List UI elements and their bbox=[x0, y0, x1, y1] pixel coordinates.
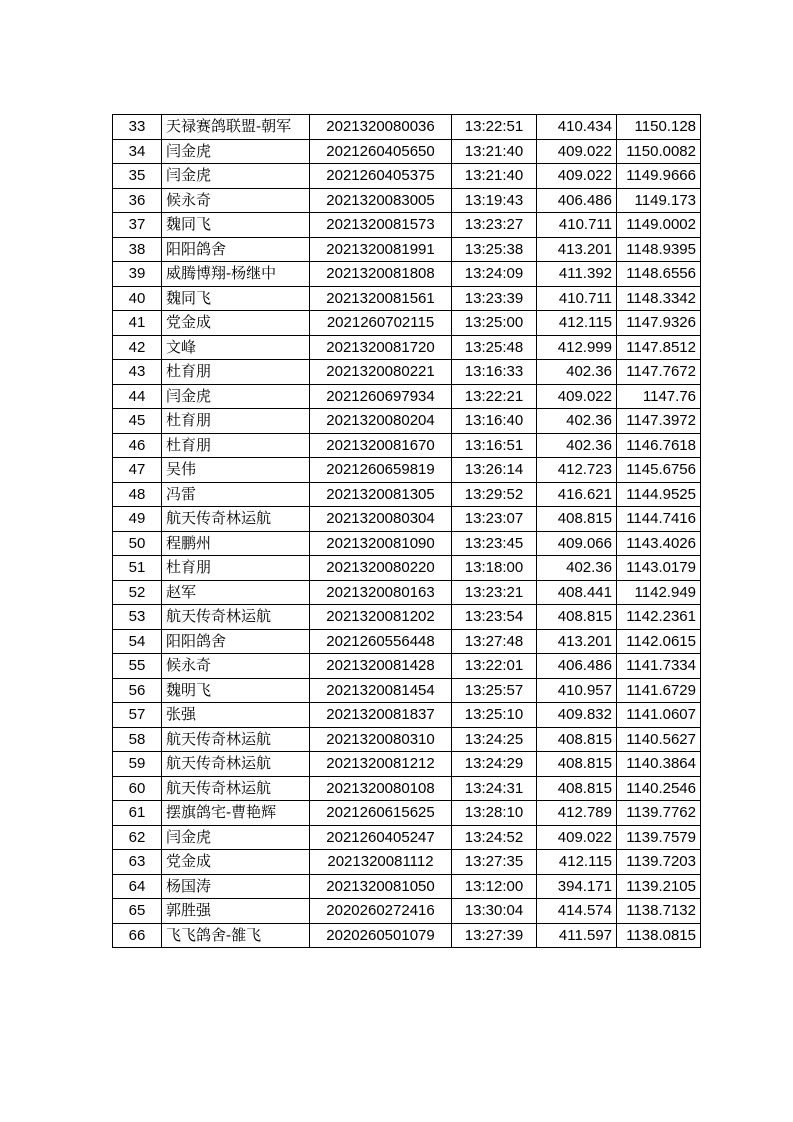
speed-cell: 1140.3864 bbox=[617, 752, 701, 777]
distance-cell: 408.815 bbox=[537, 752, 617, 777]
rank-cell: 35 bbox=[113, 164, 162, 189]
table-row bbox=[113, 580, 701, 605]
arrival-time-cell: 13:22:51 bbox=[452, 115, 537, 140]
speed-cell: 1144.9525 bbox=[617, 482, 701, 507]
rank-cell: 50 bbox=[113, 531, 162, 556]
speed-cell: 1147.8512 bbox=[617, 335, 701, 360]
distance-cell: 414.574 bbox=[537, 899, 617, 924]
distance-cell: 410.711 bbox=[537, 286, 617, 311]
table-row bbox=[113, 556, 701, 581]
distance-cell: 411.597 bbox=[537, 923, 617, 948]
owner-name-cell: 航天传奇林运航 bbox=[162, 605, 310, 630]
distance-cell: 406.486 bbox=[537, 654, 617, 679]
rank-cell: 65 bbox=[113, 899, 162, 924]
speed-cell: 1149.0002 bbox=[617, 213, 701, 238]
rank-cell: 44 bbox=[113, 384, 162, 409]
ring-number-cell: 2021320081991 bbox=[310, 237, 452, 262]
rank-cell: 62 bbox=[113, 825, 162, 850]
distance-cell: 402.36 bbox=[537, 556, 617, 581]
distance-cell: 408.815 bbox=[537, 776, 617, 801]
distance-cell: 409.066 bbox=[537, 531, 617, 556]
arrival-time-cell: 13:25:10 bbox=[452, 703, 537, 728]
owner-name-cell: 飞飞鸽舍-雒飞 bbox=[162, 923, 310, 948]
arrival-time-cell: 13:26:14 bbox=[452, 458, 537, 483]
table-row bbox=[113, 801, 701, 826]
table-row bbox=[113, 188, 701, 213]
ring-number-cell: 2021260405247 bbox=[310, 825, 452, 850]
table-row bbox=[113, 115, 701, 140]
table-row bbox=[113, 678, 701, 703]
owner-name-cell: 闫金虎 bbox=[162, 825, 310, 850]
arrival-time-cell: 13:24:52 bbox=[452, 825, 537, 850]
rank-cell: 55 bbox=[113, 654, 162, 679]
table-row bbox=[113, 899, 701, 924]
distance-cell: 402.36 bbox=[537, 433, 617, 458]
ring-number-cell: 2021320081112 bbox=[310, 850, 452, 875]
ring-number-cell: 2021320080108 bbox=[310, 776, 452, 801]
rank-cell: 42 bbox=[113, 335, 162, 360]
table-row bbox=[113, 752, 701, 777]
owner-name-cell: 杜育朋 bbox=[162, 433, 310, 458]
table-row bbox=[113, 458, 701, 483]
arrival-time-cell: 13:24:25 bbox=[452, 727, 537, 752]
arrival-time-cell: 13:16:33 bbox=[452, 360, 537, 385]
table-row bbox=[113, 531, 701, 556]
speed-cell: 1147.3972 bbox=[617, 409, 701, 434]
table-row bbox=[113, 213, 701, 238]
rank-cell: 52 bbox=[113, 580, 162, 605]
ring-number-cell: 2021320080310 bbox=[310, 727, 452, 752]
rank-cell: 57 bbox=[113, 703, 162, 728]
ring-number-cell: 2021320081720 bbox=[310, 335, 452, 360]
owner-name-cell: 党金成 bbox=[162, 311, 310, 336]
distance-cell: 409.022 bbox=[537, 139, 617, 164]
rank-cell: 54 bbox=[113, 629, 162, 654]
owner-name-cell: 杜育朋 bbox=[162, 409, 310, 434]
speed-cell: 1148.6556 bbox=[617, 262, 701, 287]
rank-cell: 61 bbox=[113, 801, 162, 826]
ring-number-cell: 2021320081670 bbox=[310, 433, 452, 458]
rank-cell: 64 bbox=[113, 874, 162, 899]
distance-cell: 409.832 bbox=[537, 703, 617, 728]
arrival-time-cell: 13:22:01 bbox=[452, 654, 537, 679]
arrival-time-cell: 13:21:40 bbox=[452, 164, 537, 189]
distance-cell: 409.022 bbox=[537, 164, 617, 189]
rank-cell: 46 bbox=[113, 433, 162, 458]
arrival-time-cell: 13:30:04 bbox=[452, 899, 537, 924]
table-row bbox=[113, 360, 701, 385]
rank-cell: 39 bbox=[113, 262, 162, 287]
ring-number-cell: 2021320081837 bbox=[310, 703, 452, 728]
ring-number-cell: 2021320081212 bbox=[310, 752, 452, 777]
rank-cell: 38 bbox=[113, 237, 162, 262]
distance-cell: 408.815 bbox=[537, 605, 617, 630]
arrival-time-cell: 13:27:39 bbox=[452, 923, 537, 948]
owner-name-cell: 闫金虎 bbox=[162, 164, 310, 189]
arrival-time-cell: 13:25:57 bbox=[452, 678, 537, 703]
owner-name-cell: 张强 bbox=[162, 703, 310, 728]
owner-name-cell: 冯雷 bbox=[162, 482, 310, 507]
distance-cell: 410.434 bbox=[537, 115, 617, 140]
distance-cell: 412.999 bbox=[537, 335, 617, 360]
speed-cell: 1149.173 bbox=[617, 188, 701, 213]
distance-cell: 394.171 bbox=[537, 874, 617, 899]
rank-cell: 37 bbox=[113, 213, 162, 238]
rank-cell: 47 bbox=[113, 458, 162, 483]
owner-name-cell: 航天传奇林运航 bbox=[162, 727, 310, 752]
arrival-time-cell: 13:27:48 bbox=[452, 629, 537, 654]
table-row bbox=[113, 262, 701, 287]
speed-cell: 1141.6729 bbox=[617, 678, 701, 703]
speed-cell: 1139.7203 bbox=[617, 850, 701, 875]
rank-cell: 45 bbox=[113, 409, 162, 434]
ring-number-cell: 2021320081561 bbox=[310, 286, 452, 311]
owner-name-cell: 闫金虎 bbox=[162, 139, 310, 164]
owner-name-cell: 候永奇 bbox=[162, 654, 310, 679]
table-row bbox=[113, 384, 701, 409]
arrival-time-cell: 13:18:00 bbox=[452, 556, 537, 581]
table-row bbox=[113, 776, 701, 801]
distance-cell: 402.36 bbox=[537, 409, 617, 434]
distance-cell: 412.723 bbox=[537, 458, 617, 483]
arrival-time-cell: 13:23:07 bbox=[452, 507, 537, 532]
ring-number-cell: 2021320083005 bbox=[310, 188, 452, 213]
ring-number-cell: 2021320080304 bbox=[310, 507, 452, 532]
ring-number-cell: 2021320080036 bbox=[310, 115, 452, 140]
ring-number-cell: 2021260659819 bbox=[310, 458, 452, 483]
rank-cell: 53 bbox=[113, 605, 162, 630]
speed-cell: 1149.9666 bbox=[617, 164, 701, 189]
speed-cell: 1140.5627 bbox=[617, 727, 701, 752]
distance-cell: 409.022 bbox=[537, 825, 617, 850]
rank-cell: 40 bbox=[113, 286, 162, 311]
speed-cell: 1144.7416 bbox=[617, 507, 701, 532]
owner-name-cell: 天禄赛鸽联盟-朝军 bbox=[162, 115, 310, 140]
owner-name-cell: 程鹏州 bbox=[162, 531, 310, 556]
distance-cell: 412.115 bbox=[537, 850, 617, 875]
arrival-time-cell: 13:25:38 bbox=[452, 237, 537, 262]
table-row bbox=[113, 629, 701, 654]
speed-cell: 1143.4026 bbox=[617, 531, 701, 556]
rank-cell: 34 bbox=[113, 139, 162, 164]
owner-name-cell: 党金成 bbox=[162, 850, 310, 875]
speed-cell: 1142.2361 bbox=[617, 605, 701, 630]
speed-cell: 1139.7762 bbox=[617, 801, 701, 826]
table-row bbox=[113, 507, 701, 532]
distance-cell: 410.711 bbox=[537, 213, 617, 238]
rank-cell: 33 bbox=[113, 115, 162, 140]
table-row bbox=[113, 335, 701, 360]
owner-name-cell: 航天传奇林运航 bbox=[162, 776, 310, 801]
distance-cell: 413.201 bbox=[537, 629, 617, 654]
distance-cell: 416.621 bbox=[537, 482, 617, 507]
distance-cell: 408.815 bbox=[537, 727, 617, 752]
arrival-time-cell: 13:23:27 bbox=[452, 213, 537, 238]
owner-name-cell: 航天传奇林运航 bbox=[162, 752, 310, 777]
speed-cell: 1145.6756 bbox=[617, 458, 701, 483]
arrival-time-cell: 13:29:52 bbox=[452, 482, 537, 507]
distance-cell: 412.115 bbox=[537, 311, 617, 336]
arrival-time-cell: 13:24:09 bbox=[452, 262, 537, 287]
arrival-time-cell: 13:23:45 bbox=[452, 531, 537, 556]
rank-cell: 58 bbox=[113, 727, 162, 752]
table-row bbox=[113, 286, 701, 311]
arrival-time-cell: 13:23:21 bbox=[452, 580, 537, 605]
owner-name-cell: 杜育朋 bbox=[162, 556, 310, 581]
rank-cell: 63 bbox=[113, 850, 162, 875]
ring-number-cell: 2021260697934 bbox=[310, 384, 452, 409]
arrival-time-cell: 13:16:51 bbox=[452, 433, 537, 458]
table-row bbox=[113, 139, 701, 164]
speed-cell: 1150.0082 bbox=[617, 139, 701, 164]
owner-name-cell: 阳阳鸽舍 bbox=[162, 629, 310, 654]
arrival-time-cell: 13:24:29 bbox=[452, 752, 537, 777]
speed-cell: 1150.128 bbox=[617, 115, 701, 140]
ring-number-cell: 2021260405375 bbox=[310, 164, 452, 189]
speed-cell: 1143.0179 bbox=[617, 556, 701, 581]
arrival-time-cell: 13:21:40 bbox=[452, 139, 537, 164]
owner-name-cell: 魏同飞 bbox=[162, 286, 310, 311]
distance-cell: 413.201 bbox=[537, 237, 617, 262]
distance-cell: 406.486 bbox=[537, 188, 617, 213]
table-row bbox=[113, 433, 701, 458]
rank-cell: 41 bbox=[113, 311, 162, 336]
owner-name-cell: 候永奇 bbox=[162, 188, 310, 213]
arrival-time-cell: 13:27:35 bbox=[452, 850, 537, 875]
arrival-time-cell: 13:19:43 bbox=[452, 188, 537, 213]
ring-number-cell: 2021320080163 bbox=[310, 580, 452, 605]
ring-number-cell: 2021320081808 bbox=[310, 262, 452, 287]
table-row bbox=[113, 825, 701, 850]
owner-name-cell: 郭胜强 bbox=[162, 899, 310, 924]
ring-number-cell: 2021320081050 bbox=[310, 874, 452, 899]
speed-cell: 1138.0815 bbox=[617, 923, 701, 948]
distance-cell: 411.392 bbox=[537, 262, 617, 287]
arrival-time-cell: 13:16:40 bbox=[452, 409, 537, 434]
table-row bbox=[113, 923, 701, 948]
distance-cell: 409.022 bbox=[537, 384, 617, 409]
ring-number-cell: 2021320081090 bbox=[310, 531, 452, 556]
table-row bbox=[113, 409, 701, 434]
owner-name-cell: 摆旗鸽宅-曹艳辉 bbox=[162, 801, 310, 826]
owner-name-cell: 威腾博翔-杨继中 bbox=[162, 262, 310, 287]
rank-cell: 49 bbox=[113, 507, 162, 532]
arrival-time-cell: 13:23:54 bbox=[452, 605, 537, 630]
results-table-body bbox=[113, 115, 701, 948]
speed-cell: 1148.3342 bbox=[617, 286, 701, 311]
distance-cell: 408.441 bbox=[537, 580, 617, 605]
rank-cell: 43 bbox=[113, 360, 162, 385]
arrival-time-cell: 13:24:31 bbox=[452, 776, 537, 801]
distance-cell: 402.36 bbox=[537, 360, 617, 385]
arrival-time-cell: 13:25:48 bbox=[452, 335, 537, 360]
rank-cell: 51 bbox=[113, 556, 162, 581]
ring-number-cell: 2021320081305 bbox=[310, 482, 452, 507]
speed-cell: 1142.0615 bbox=[617, 629, 701, 654]
ring-number-cell: 2021320080221 bbox=[310, 360, 452, 385]
rank-cell: 60 bbox=[113, 776, 162, 801]
ring-number-cell: 2021320080220 bbox=[310, 556, 452, 581]
ring-number-cell: 2021320081454 bbox=[310, 678, 452, 703]
owner-name-cell: 闫金虎 bbox=[162, 384, 310, 409]
arrival-time-cell: 13:23:39 bbox=[452, 286, 537, 311]
ring-number-cell: 2021260615625 bbox=[310, 801, 452, 826]
table-row bbox=[113, 605, 701, 630]
ring-number-cell: 2020260272416 bbox=[310, 899, 452, 924]
owner-name-cell: 魏明飞 bbox=[162, 678, 310, 703]
owner-name-cell: 文峰 bbox=[162, 335, 310, 360]
owner-name-cell: 吴伟 bbox=[162, 458, 310, 483]
ring-number-cell: 2021320081202 bbox=[310, 605, 452, 630]
rank-cell: 56 bbox=[113, 678, 162, 703]
rank-cell: 59 bbox=[113, 752, 162, 777]
table-row bbox=[113, 850, 701, 875]
speed-cell: 1142.949 bbox=[617, 580, 701, 605]
table-row bbox=[113, 311, 701, 336]
speed-cell: 1147.7672 bbox=[617, 360, 701, 385]
owner-name-cell: 魏同飞 bbox=[162, 213, 310, 238]
ring-number-cell: 2021320080204 bbox=[310, 409, 452, 434]
speed-cell: 1146.7618 bbox=[617, 433, 701, 458]
ring-number-cell: 2020260501079 bbox=[310, 923, 452, 948]
owner-name-cell: 航天传奇林运航 bbox=[162, 507, 310, 532]
distance-cell: 412.789 bbox=[537, 801, 617, 826]
ring-number-cell: 2021260702115 bbox=[310, 311, 452, 336]
arrival-time-cell: 13:22:21 bbox=[452, 384, 537, 409]
rank-cell: 36 bbox=[113, 188, 162, 213]
table-row bbox=[113, 237, 701, 262]
ring-number-cell: 2021320081428 bbox=[310, 654, 452, 679]
speed-cell: 1139.7579 bbox=[617, 825, 701, 850]
distance-cell: 408.815 bbox=[537, 507, 617, 532]
table-row bbox=[113, 727, 701, 752]
ring-number-cell: 2021320081573 bbox=[310, 213, 452, 238]
table-row bbox=[113, 703, 701, 728]
speed-cell: 1138.7132 bbox=[617, 899, 701, 924]
speed-cell: 1139.2105 bbox=[617, 874, 701, 899]
speed-cell: 1141.7334 bbox=[617, 654, 701, 679]
ring-number-cell: 2021260405650 bbox=[310, 139, 452, 164]
results-table bbox=[112, 114, 701, 948]
arrival-time-cell: 13:28:10 bbox=[452, 801, 537, 826]
ring-number-cell: 2021260556448 bbox=[310, 629, 452, 654]
speed-cell: 1148.9395 bbox=[617, 237, 701, 262]
speed-cell: 1140.2546 bbox=[617, 776, 701, 801]
distance-cell: 410.957 bbox=[537, 678, 617, 703]
table-row bbox=[113, 874, 701, 899]
owner-name-cell: 赵军 bbox=[162, 580, 310, 605]
table-row bbox=[113, 654, 701, 679]
owner-name-cell: 杨国涛 bbox=[162, 874, 310, 899]
table-row bbox=[113, 482, 701, 507]
speed-cell: 1141.0607 bbox=[617, 703, 701, 728]
speed-cell: 1147.9326 bbox=[617, 311, 701, 336]
owner-name-cell: 杜育朋 bbox=[162, 360, 310, 385]
table-row bbox=[113, 164, 701, 189]
speed-cell: 1147.76 bbox=[617, 384, 701, 409]
arrival-time-cell: 13:25:00 bbox=[452, 311, 537, 336]
arrival-time-cell: 13:12:00 bbox=[452, 874, 537, 899]
rank-cell: 66 bbox=[113, 923, 162, 948]
owner-name-cell: 阳阳鸽舍 bbox=[162, 237, 310, 262]
rank-cell: 48 bbox=[113, 482, 162, 507]
